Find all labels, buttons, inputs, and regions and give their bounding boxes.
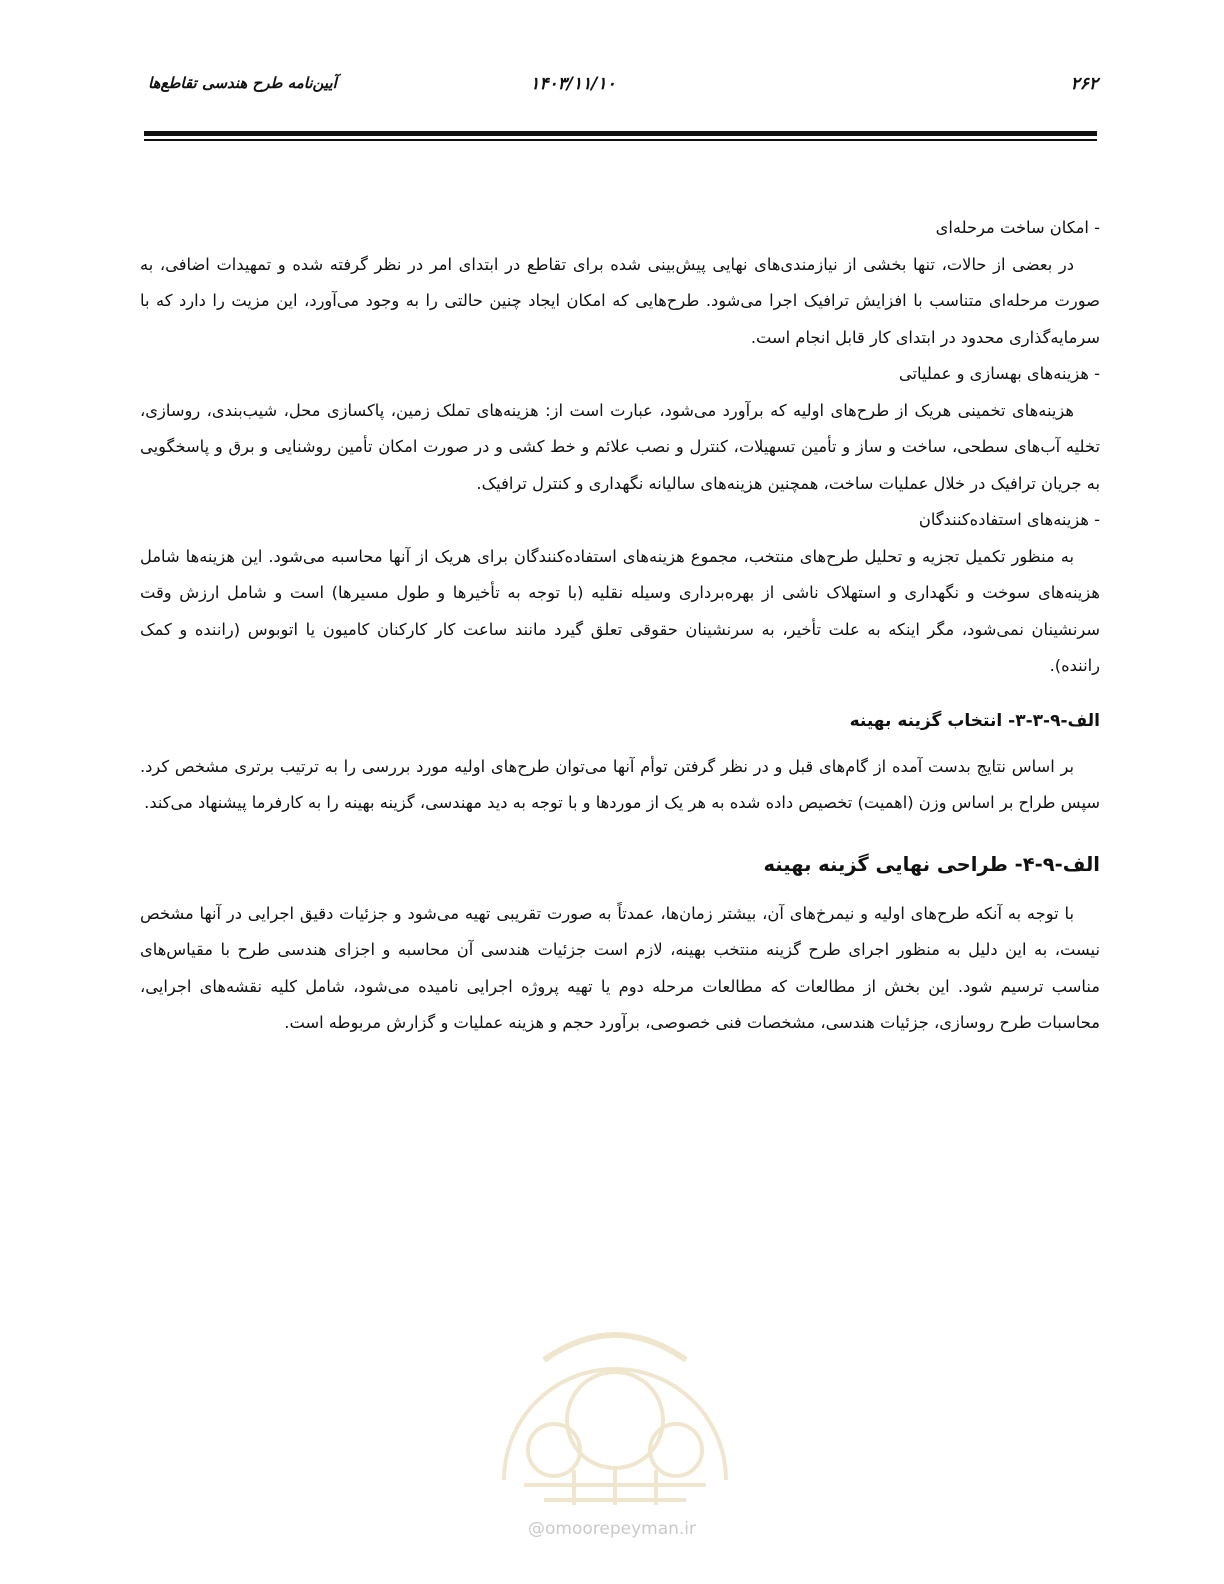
- heading-final-design: الف-۹-۴- طراحی نهایی گزینه بهینه: [763, 852, 1100, 876]
- header-rule-thin: [144, 139, 1097, 141]
- paragraph-improvement-costs: هزینه‌های تخمینی هریک از طرح‌های اولیه که برآورد می‌شود، عبارت است از: هزینه‌های تملک زمین، پاکسازی محل، شیب‌بندی، روسازی، تخلیه آب‌های سطحی، ساخت و ساز و تأمین تسهیلات، کنترل و نصب علائم و خط کشی و در صورت امکان تأمین روشنایی و برق و پاسخگویی به جریان ترافیک در خلال عملیات ساخت، همچنین هزینه‌های سالیانه نگهداری و کنترل ترافیک.: [140, 400, 1100, 493]
- bullet-staged-construction: - امکان ساخت مرحله‌ای: [935, 218, 1100, 237]
- watermark-url: [0, 1519, 1224, 1539]
- header-title: آیین‌نامه طرح هندسی تقاطع‌ها: [148, 74, 337, 92]
- page-header: [148, 70, 1098, 104]
- bullet-user-costs: - هزینه‌های استفاده‌کنندگان: [918, 510, 1100, 529]
- watermark-url-text: omoorepeyman.ir: [544, 1519, 697, 1539]
- page-body: [140, 210, 1100, 1042]
- paragraph-final-design: با توجه به آنکه طرح‌های اولیه و نیمرخ‌های آن، بیشتر زمان‌ها، عمدتاً به صورت تقریبی تهیه می‌شود و جزئیات دقیق اجرایی در آنها مشخص نیست، به این دلیل به منظور اجرای طرح گزینه منتخب بهینه، لازم است جزئیات هندسی آن محاسبه و اجزای هندسی طرح با مقیاس‌های مناسب ترسیم شود. این بخش از مطالعات که مطالعات مرحله دوم یا تهیه پروژه اجرایی نامیده می‌شود، شامل کلیه نقشه‌های اجرایی، محاسبات طرح روسازی، جزئیات هندسی، مشخصات فنی خصوصی، برآورد حجم و هزینه عملیات و گزارش مربوطه است.: [140, 903, 1100, 1032]
- header-date: ۱۴۰۳/۱۱/۱۰: [530, 74, 616, 94]
- watermark-at-icon: @: [527, 1519, 545, 1539]
- paragraph-user-costs: به منظور تکمیل تجزیه و تحلیل طرح‌های منتخب، مجموع هزینه‌های استفاده‌کنندگان برای هریک از آنها محاسبه می‌شود. این هزینه‌ها شامل هزینه‌های سوخت و نگهداری و استهلاک ناشی از بهره‌برداری وسیله نقلیه (با توجه به تأخیرها و طول مسیرها) است و شامل ارزش وقت سرنشینان نمی‌شود، مگر اینکه به علت تأخیر، به سرنشینان حقوقی تعلق گیرد مانند ساعت کار کارکنان کامیون یا اتوبوس (راننده و کمک راننده).: [140, 546, 1100, 675]
- bullet-improvement-costs: - هزینه‌های بهسازی و عملیاتی: [898, 364, 1100, 383]
- header-rule-thick: [144, 131, 1097, 136]
- paragraph-staged-construction: در بعضی از حالات، تنها بخشی از نیازمندی‌های نهایی پیش‌بینی شده برای تقاطع در ابتدای امر در نظر گرفته شده و تمهیدات اضافی، به صورت مرحله‌ای متناسب با افزایش ترافیک اجرا می‌شود. طرح‌هایی که امکان ایجاد چنین حالتی را به وجود می‌آورد، این مزیت را دارد که با سرمایه‌گذاری محدود در ابتدای کار قابل انجام است.: [140, 254, 1100, 347]
- heading-select-optimal: الف-۹-۳-۳- انتخاب گزینه بهینه: [849, 710, 1100, 731]
- paragraph-select-optimal: بر اساس نتایج بدست آمده از گام‌های قبل و در نظر گرفتن توأم آنها می‌توان طرح‌های اولیه مورد بررسی را به ترتیب برتری مشخص کرد. سپس طراح بر اساس وزن (اهمیت) تخصیص داده شده به هر یک از موردها و با توجه به دید مهندسی، گزینه بهینه را به کارفرما پیشنهاد می‌کند.: [140, 756, 1100, 812]
- page-number: ۲۶۲: [1070, 74, 1098, 94]
- watermark-logo-icon: [484, 1300, 746, 1510]
